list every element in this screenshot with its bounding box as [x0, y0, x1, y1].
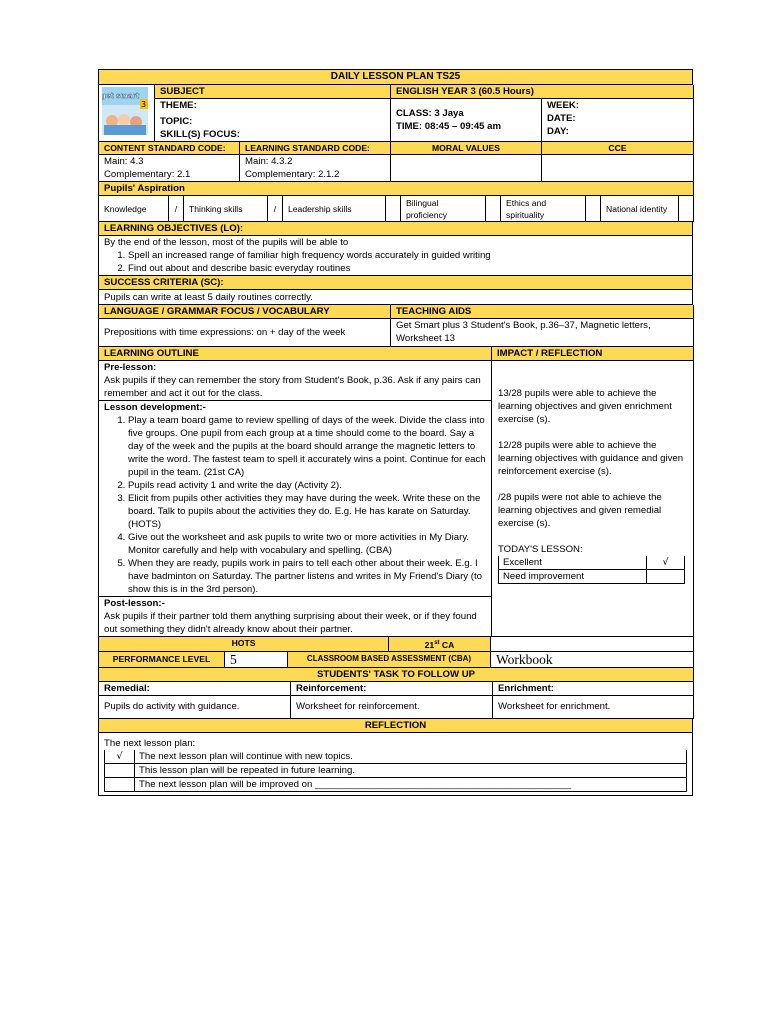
- aspiration-national-mark: [679, 196, 694, 222]
- time-label: TIME: 08:45 – 09:45 am: [396, 121, 502, 132]
- aspiration-thinking: Thinking skills: [184, 196, 268, 222]
- learning-standard-complementary: Complementary: 2.1.2: [245, 169, 340, 180]
- content-standard-label: CONTENT STANDARD CODE:: [99, 142, 240, 155]
- development-step: 3. Elicit from pupils other activities they may have during the week. Write these on the board. Talk to pupils about the activities they do. E.g. He has karate on Saturday. (HOTS): [128, 492, 486, 531]
- skills-label: SKILL(S) FOCUS:: [155, 128, 391, 142]
- content-standard-complementary: Complementary: 2.1: [104, 169, 191, 180]
- topic-label: TOPIC:: [155, 115, 391, 128]
- moral-values-label: MORAL VALUES: [391, 142, 542, 155]
- performance-level-value: 5: [225, 651, 288, 667]
- development-step: 2. Pupils read activity 1 and write the day (Activity 2).: [128, 479, 486, 492]
- reflection-option: The next lesson plan will continue with new topics.: [135, 750, 687, 764]
- lesson-plan-document: [98, 69, 693, 796]
- aspiration-knowledge-mark: /: [169, 196, 184, 222]
- pre-lesson-text: Ask pupils if they can remember the story from Student's Book, p.36. Ask if any pairs can remember and act it out for the class.: [104, 375, 481, 399]
- aspiration-leadership-mark: [386, 196, 401, 222]
- todays-lesson-excellent-mark: √: [647, 556, 685, 570]
- day-label: DAY:: [547, 126, 569, 137]
- pre-lesson-cell: [99, 361, 492, 401]
- book-cover-image: [102, 87, 148, 135]
- date-label: DATE:: [547, 113, 576, 124]
- objectives-content: [99, 236, 693, 276]
- aspiration-bilingual-mark: [486, 196, 501, 222]
- remedial-label: Remedial:: [99, 681, 291, 695]
- impact-reinforcement: 12/28 pupils were able to achieve the learning objectives with guidance and given reinforcement exercise (s).: [498, 440, 684, 477]
- book-number: 3: [140, 100, 147, 109]
- subject-label: SUBJECT: [155, 85, 391, 99]
- aspiration-national: National identity: [601, 196, 679, 222]
- performance-level-label: PERFORMANCE LEVEL: [99, 651, 225, 667]
- week-label: WEEK:: [547, 100, 579, 111]
- aspiration-label: Pupils' Aspiration: [99, 182, 694, 196]
- learning-standard-label: LEARNING STANDARD CODE:: [240, 142, 391, 155]
- hots-label: HOTS: [99, 637, 389, 651]
- reinforcement-text: Worksheet for reinforcement.: [291, 695, 493, 718]
- title-table: [98, 69, 693, 85]
- todays-lesson-need-improvement: Need improvement: [499, 570, 647, 584]
- reflection-content: [99, 732, 693, 795]
- post-lesson-label: Post-lesson:-: [104, 598, 165, 609]
- content-standard-values: [99, 155, 240, 182]
- aspiration-knowledge: Knowledge: [99, 196, 169, 222]
- aspiration-ethics: Ethics and spirituality: [501, 196, 586, 222]
- lesson-development-cell: [99, 401, 492, 597]
- reflection-option-mark: [105, 777, 135, 791]
- development-step: 4. Give out the worksheet and ask pupils to write two or more activities in My Diary. Monitor carefully and help with vocabulary and spelling. (CBA): [128, 531, 486, 557]
- moral-values-cell: [391, 155, 542, 182]
- development-step: 5. When they are ready, pupils work in pairs to tell each other about their week. E.g. I have badminton on Saturday. The partner listens and writes in My Friend's Diary (to show this is in the 3rd person).: [128, 557, 486, 596]
- followup-label: STUDENTS' TASK TO FOLLOW UP: [99, 668, 694, 682]
- content-standard-main: Main: 4.3: [104, 156, 144, 167]
- objectives-label: LEARNING OBJECTIVES (LO):: [99, 222, 693, 236]
- pre-lesson-label: Pre-lesson:: [104, 362, 157, 373]
- reflection-label: REFLECTION: [99, 719, 693, 733]
- impact-reflection-label: IMPACT / REFLECTION: [492, 347, 694, 361]
- class-time-cell: [391, 99, 542, 142]
- objectives-intro: By the end of the lesson, most of the pupils will be able to: [104, 237, 349, 248]
- standards-table: [98, 142, 694, 182]
- post-lesson-cell: [99, 597, 492, 637]
- assessment-table: [98, 637, 694, 668]
- language-focus-text: Prepositions with time expressions: on + day of the week: [99, 319, 391, 347]
- language-focus-label: LANGUAGE / GRAMMAR FOCUS / VOCABULARY: [99, 305, 391, 319]
- cba-label: CLASSROOM BASED ASSESSMENT (CBA): [288, 651, 491, 667]
- cba-value: Workbook: [491, 651, 694, 667]
- aspiration-ethics-mark: [586, 196, 601, 222]
- theme-label: THEME:: [155, 99, 391, 116]
- lesson-development-label: Lesson development:-: [104, 402, 206, 413]
- teaching-aids-text: Get Smart plus 3 Student's Book, p.36–37, Magnetic letters, Worksheet 13: [391, 319, 694, 347]
- reflection-option: This lesson plan will be repeated in future learning.: [135, 763, 687, 777]
- impact-enrichment: 13/28 pupils were able to achieve the learning objectives and given enrichment exercise (s).: [498, 388, 672, 425]
- aspiration-leadership: Leadership skills: [283, 196, 386, 222]
- cce-cell: [542, 155, 694, 182]
- learning-standard-values: [240, 155, 391, 182]
- class-label: CLASS: 3 Jaya: [396, 108, 464, 119]
- learning-standard-main: Main: 4.3.2: [245, 156, 293, 167]
- reflection-option: The next lesson plan will be improved on ________________________________________________: [135, 777, 687, 791]
- reflection-option-mark: √: [105, 750, 135, 764]
- todays-lesson-need-improvement-mark: [647, 570, 685, 584]
- todays-lesson-label: TODAY'S LESSON:: [498, 544, 583, 555]
- development-step: 1. Play a team board game to review spelling of days of the week. Divide the class into five groups. One pupil from each group at a time should come to the board. Say a day of the week and the pupils at the board should arrange the magnetic letters to write the word. The fastest team to spell it accurately wins a point. Continue for each pupil in the team. (21st CA): [128, 414, 486, 479]
- aspiration-table: [98, 182, 694, 222]
- book-logo: get smart: [102, 92, 140, 100]
- todays-lesson-table: [498, 556, 685, 584]
- remedial-text: Pupils do activity with guidance.: [99, 695, 291, 718]
- objectives-table: [98, 222, 693, 305]
- reflection-options-table: [104, 750, 687, 792]
- outline-table: [98, 347, 694, 637]
- impact-cell: [492, 361, 694, 637]
- impact-remedial: /28 pupils were not able to achieve the learning objectives and given remedial exercise (s).: [498, 492, 662, 529]
- cce-label: CCE: [542, 142, 694, 155]
- header-table: [98, 85, 694, 142]
- post-lesson-text: Ask pupils if their partner told them anything surprising about their week, or if they found out something they didn't already know about their partner.: [104, 611, 477, 635]
- enrichment-label: Enrichment:: [493, 681, 694, 695]
- language-table: [98, 305, 694, 347]
- objective-item: 1. Spell an increased range of familiar high frequency words accurately in guided writing: [128, 249, 687, 262]
- followup-table: [98, 668, 694, 719]
- document-title: DAILY LESSON PLAN TS25: [99, 70, 693, 85]
- reinforcement-label: Reinforcement:: [291, 681, 493, 695]
- objective-item: 2. Find out about and describe basic everyday routines: [128, 262, 687, 275]
- subject-value: ENGLISH YEAR 3 (60.5 Hours): [391, 85, 694, 99]
- teaching-aids-label: TEACHING AIDS: [391, 305, 694, 319]
- aspiration-bilingual: Bilingual proficiency: [401, 196, 486, 222]
- success-criteria-label: SUCCESS CRITERIA (SC):: [99, 276, 693, 290]
- learning-outline-label: LEARNING OUTLINE: [99, 347, 492, 361]
- success-criteria-text: Pupils can write at least 5 daily routines correctly.: [99, 290, 693, 305]
- todays-lesson-excellent: Excellent: [499, 556, 647, 570]
- week-date-day-cell: [542, 99, 694, 142]
- assessment-blank-cell: [491, 637, 694, 651]
- aspiration-thinking-mark: /: [268, 196, 283, 222]
- reflection-intro: The next lesson plan:: [104, 737, 196, 749]
- 21st-ca-label: 21st CA: [389, 637, 491, 651]
- reflection-option-mark: [105, 763, 135, 777]
- reflection-table: [98, 719, 693, 796]
- enrichment-text: Worksheet for enrichment.: [493, 695, 694, 718]
- book-cover-cell: [99, 85, 155, 142]
